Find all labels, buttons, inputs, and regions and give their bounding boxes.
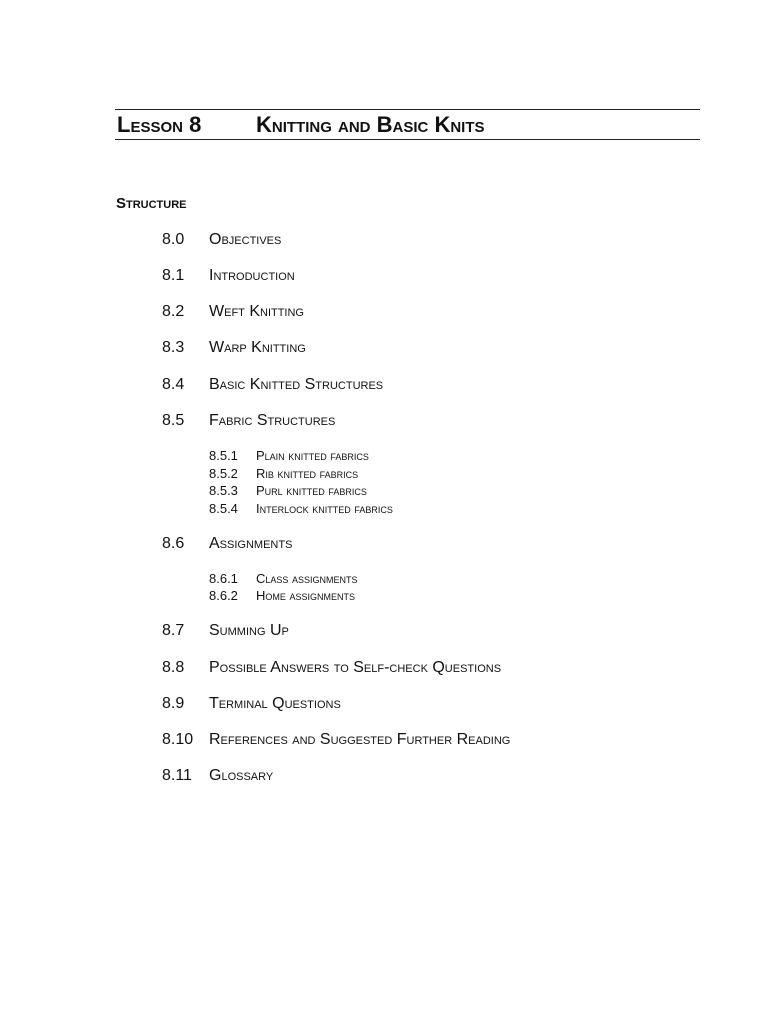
toc-label: Weft Knitting [209,303,304,320]
toc-number: 8.8 [162,659,185,676]
toc-number: 8.9 [162,695,185,712]
toc-subitem-label: Home assignments [256,588,356,603]
lesson-header [115,109,700,140]
toc-subitem-number: 8.6.2 [209,588,238,603]
toc-label: Summing Up [209,622,289,639]
toc-subitem-number: 8.5.4 [209,501,238,516]
toc-number: 8.3 [162,339,185,356]
lesson-title: Knitting and Basic Knits [256,112,485,137]
toc-number: 8.5 [162,412,185,429]
structure-heading: Structure [116,195,187,212]
toc-label: Introduction [209,267,295,284]
toc-subitem-number: 8.5.3 [209,483,238,498]
toc-subitem-label: Plain knitted fabrics [256,448,369,463]
toc-subitem-number: 8.5.2 [209,466,238,481]
toc-subitem-number: 8.6.1 [209,571,238,586]
toc-subitem-number: 8.5.1 [209,448,238,463]
toc-label: Assignments [209,535,293,552]
toc-label: Glossary [209,767,274,784]
toc-label: Terminal Questions [209,695,341,712]
toc-number: 8.2 [162,303,185,320]
toc-label: Objectives [209,231,282,248]
toc-subitem-label: Purl knitted fabrics [256,483,367,498]
toc-label: Basic Knitted Structures [209,376,384,393]
lesson-number: Lesson 8 [117,112,202,137]
toc-label: Fabric Structures [209,412,336,429]
toc-number: 8.11 [162,767,192,784]
toc-label: Warp Knitting [209,339,306,356]
toc-number: 8.0 [162,231,185,248]
toc-number: 8.1 [162,267,185,284]
toc-subitem-label: Interlock knitted fabrics [256,501,393,516]
toc-number: 8.4 [162,376,185,393]
toc-number: 8.7 [162,622,185,639]
toc-label: Possible Answers to Self-check Questions [209,659,502,676]
toc-number: 8.10 [162,731,194,748]
toc-subitem-label: Rib knitted fabrics [256,466,359,481]
toc-label: References and Suggested Further Reading [209,731,511,748]
toc-subitem-label: Class assignments [256,571,358,586]
toc-number: 8.6 [162,535,185,552]
